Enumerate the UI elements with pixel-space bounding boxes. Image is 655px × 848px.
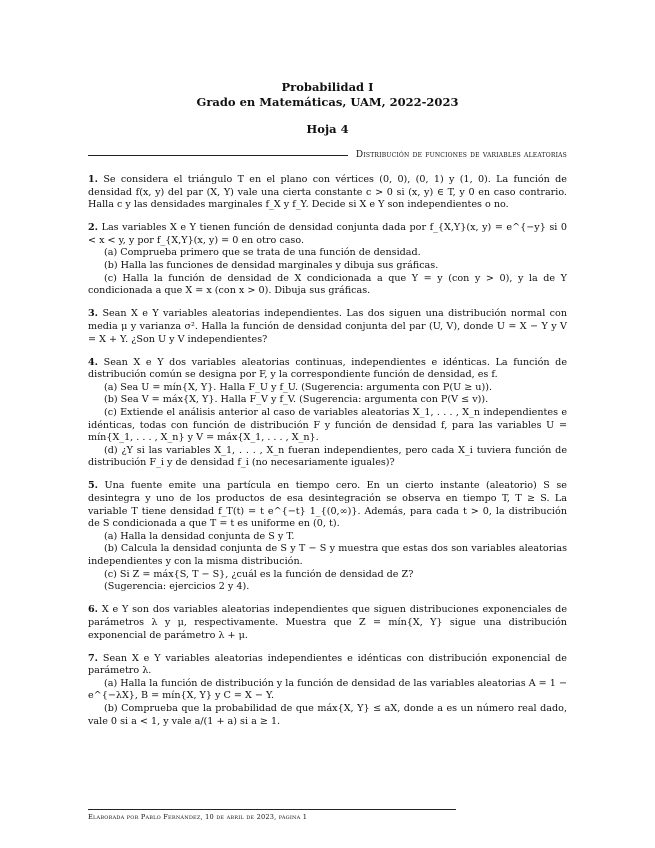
problem-part: (Sugerencia: ejercicios 2 y 4). bbox=[104, 581, 250, 593]
problem-number: 5. bbox=[88, 480, 99, 492]
problem-part: (a) Halla la función de distribución y la función de densidad de las variables aleatorias A = 1 − e^{−λX}, B = mín{X, Y} y C = X − Y. bbox=[88, 677, 567, 702]
problem-statement bbox=[88, 357, 567, 382]
topic-rule bbox=[88, 155, 348, 156]
problem-number: 1. bbox=[88, 174, 99, 185]
problem-number: 2. bbox=[88, 222, 99, 234]
problem-text: Sean X e Y variables aleatorias independientes. Las dos siguen una distribución normal con media μ y varianza σ². Halla la función de densidad conjunta del par (U, V), donde U = X − Y y V = X + Y. ¿Son U y V independientes? bbox=[88, 308, 568, 345]
sheet-number: Hoja 4 bbox=[306, 122, 349, 136]
problem-number: 4. bbox=[88, 356, 99, 368]
problem-number: 3. bbox=[88, 308, 99, 320]
problem-part: (b) Comprueba que la probabilidad de que máx{X, Y} ≤ aX, donde a es un número real dado, vale 0 si a < 1, y vale a/(1 + a) si a ≥ 1. bbox=[88, 702, 567, 727]
problem-part: (b) Sea V = máx{X, Y}. Halla F_V y f_V. (Sugerencia: argumenta con P(V ≤ v)). bbox=[104, 394, 489, 406]
problem-statement bbox=[88, 653, 567, 678]
problem-statement bbox=[88, 174, 567, 212]
topic-title: Distribución de funciones de variables aleatorias bbox=[355, 150, 567, 160]
course-subtitle: Grado en Matemáticas, UAM, 2022-2023 bbox=[196, 95, 459, 109]
course-title: Probabilidad I bbox=[281, 80, 374, 94]
problem-part: (b) Halla las funciones de densidad marginales y dibuja sus gráficas. bbox=[104, 260, 439, 272]
problem-number: 7. bbox=[88, 652, 99, 664]
problem-part: (b) Calcula la densidad conjunta de S y T − S y muestra que estas dos son variables aleatorias independientes y con la misma distribución. bbox=[88, 543, 567, 568]
problem-statement bbox=[88, 604, 567, 642]
problem-6 bbox=[88, 604, 567, 642]
document-header bbox=[88, 0, 567, 110]
topic-row bbox=[88, 150, 567, 160]
problem-statement bbox=[88, 480, 567, 530]
problem-part: (c) Halla la función de densidad de X condicionada a que Y = y (con y > 0), y la de Y condicionada a que X = x (con x > 0). Dibuja sus gráficas. bbox=[88, 272, 567, 297]
problem-part: (a) Sea U = mín{X, Y}. Halla F_U y f_U. (Sugerencia: argumenta con P(U ≥ u)). bbox=[104, 381, 493, 393]
page-footer: Elaborada por Pablo Fernández, 10 de abril de 2023, página 1 bbox=[88, 809, 456, 821]
problem-list bbox=[88, 174, 567, 728]
problem-text: Las variables X e Y tienen función de densidad conjunta dada por f_{X,Y}(x, y) = e^{−y} si 0 < x < y, y por f_{X,Y}(x, y) = 0 en otro caso. bbox=[88, 222, 567, 246]
problem-text: Una fuente emite una partícula en tiempo cero. En un cierto instante (aleatorio) S se desintegra y uno de los productos de esa desintegración se observa en tiempo T, T ≥ S. La variable T tiene densidad f_T(t) = t e^{−t} 1_{(0,∞)}. Además, para cada t > 0, la distribución de S condicionada a que T = t es uniforme en (0, t). bbox=[88, 480, 567, 530]
problem-text: Sean X e Y dos variables aleatorias continuas, independientes e idénticas. La función de distribución común se designa por F, y la correspondiente función de densidad, es f. bbox=[88, 356, 567, 381]
problem-part: (c) Si Z = máx{S, T − S}, ¿cuál es la función de densidad de Z? bbox=[104, 568, 414, 580]
problem-statement bbox=[88, 308, 567, 346]
problem-part: (d) ¿Y si las variables X_1, . . . , X_n fueran independientes, pero cada X_i tuviera función de distribución F_i y de densidad f_i (no necesariamente iguales)? bbox=[88, 444, 567, 469]
problem-3 bbox=[88, 308, 567, 346]
problem-part: (a) Comprueba primero que se trata de una función de densidad. bbox=[104, 247, 421, 259]
problem-text: Sean X e Y variables aleatorias independientes e idénticas con distribución exponencial de parámetro λ. bbox=[88, 652, 567, 677]
problem-text: Se considera el triángulo T en el plano con vértices (0, 0), (0, 1) y (1, 0). La función de densidad f(x, y) del par (X, Y) vale una cierta constante c > 0 si (x, y) ∈ T, y 0 en caso contrario. Halla c y las densidades marginales f_X y f_Y. Decide si X e Y son independientes o no. bbox=[88, 174, 567, 211]
problem-part: (c) Extiende el análisis anterior al caso de variables aleatorias X_1, . . . , X_n independientes e idénticas, todas con función de distribución F y función de densidad f, para las variables U = mín{X_1, . . . , X_n} y V = máx{X_1, . . . , X_n}. bbox=[88, 407, 567, 444]
problem-part: (a) Halla la densidad conjunta de S y T. bbox=[104, 530, 295, 542]
problem-2 bbox=[88, 222, 567, 298]
problem-5 bbox=[88, 480, 567, 593]
problem-statement bbox=[88, 222, 567, 247]
problem-text: X e Y son dos variables aleatorias independientes que siguen distribuciones exponenciales de parámetros λ y μ, respectivamente. Muestra que Z = mín{X, Y} sigue una distribución exponencial de parámetro λ + μ. bbox=[88, 604, 567, 641]
problem-4 bbox=[88, 357, 567, 470]
problem-1 bbox=[88, 174, 567, 212]
problem-7 bbox=[88, 653, 567, 729]
problem-number: 6. bbox=[88, 604, 99, 616]
